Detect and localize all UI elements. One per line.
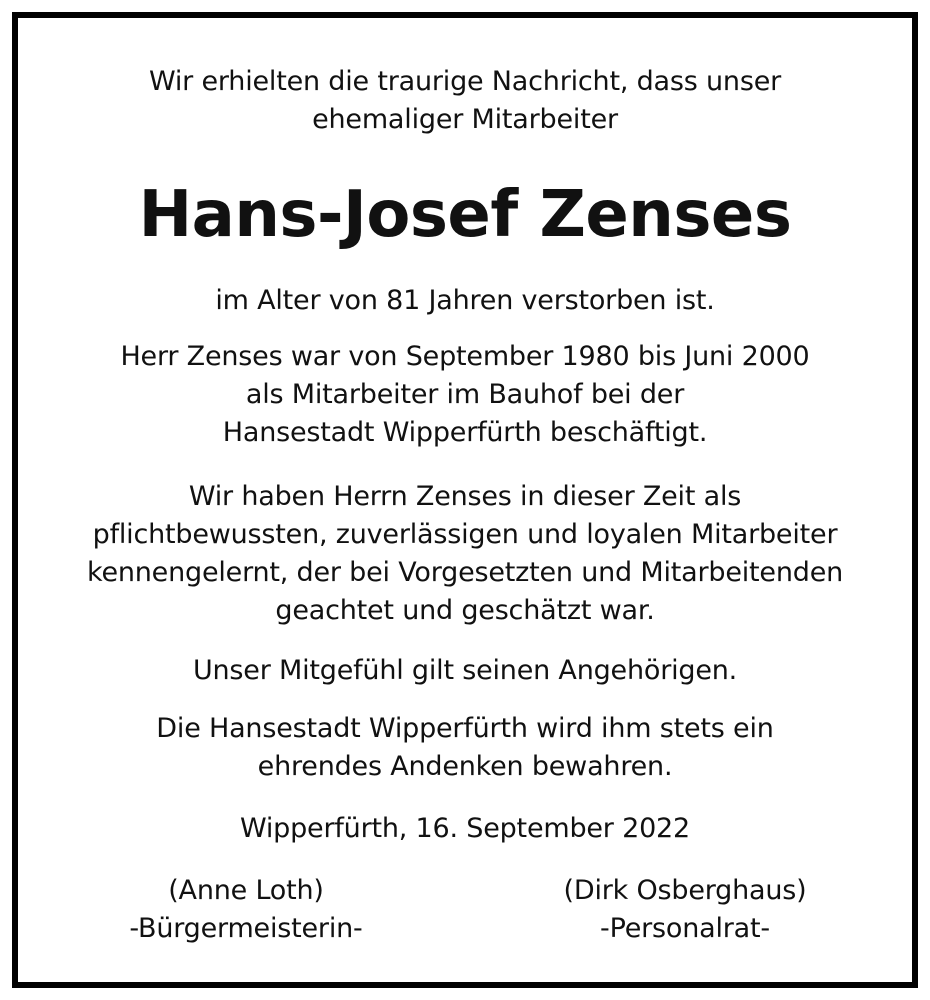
employment-line: Herr Zenses war von September 1980 bis Juni 2000 <box>120 341 810 372</box>
intro-line: ehemaliger Mitarbeiter <box>312 104 618 135</box>
memory-line: Die Hansestadt Wipperfürth wird ihm stets ein <box>156 713 774 744</box>
place-date-line: Wipperfürth, 16. September 2022 <box>239 813 691 844</box>
praise-text <box>18 478 912 630</box>
praise-line: pflichtbewussten, zuverlässigen und loyalen Mitarbeiter <box>92 519 838 550</box>
signatory-name: (Anne Loth) <box>168 875 324 906</box>
signatory-name: (Dirk Osberghaus) <box>563 875 807 906</box>
sympathy-text <box>18 652 912 690</box>
signatory-right <box>505 872 865 948</box>
sympathy-line: Unser Mitgefühl gilt seinen Angehörigen. <box>192 655 738 686</box>
employment-line: Hansestadt Wipperfürth beschäftigt. <box>222 417 708 448</box>
employment-text <box>18 338 912 452</box>
signatory-role: -Personalrat- <box>600 913 770 944</box>
deceased-name: Hans-Josef Zenses <box>138 178 792 252</box>
praise-line: geachtet und geschätzt war. <box>275 595 655 626</box>
place-date <box>18 810 912 848</box>
praise-line: Wir haben Herrn Zenses in dieser Zeit als <box>188 481 742 512</box>
employment-line: als Mitarbeiter im Bauhof bei der <box>245 379 685 410</box>
signatory-role: -Bürgermeisterin- <box>129 913 363 944</box>
obituary-frame <box>12 12 918 988</box>
intro-text <box>18 63 912 139</box>
age-text <box>18 282 912 320</box>
intro-line: Wir erhielten die traurige Nachricht, dass unser <box>148 66 782 97</box>
obituary-content <box>18 18 912 982</box>
memory-line: ehrendes Andenken bewahren. <box>257 751 673 782</box>
signatory-left <box>66 872 426 948</box>
age-line: im Alter von 81 Jahren verstorben ist. <box>215 285 715 316</box>
praise-line: kennengelernt, der bei Vorgesetzten und Mitarbeitenden <box>86 557 844 588</box>
memory-text <box>18 710 912 786</box>
